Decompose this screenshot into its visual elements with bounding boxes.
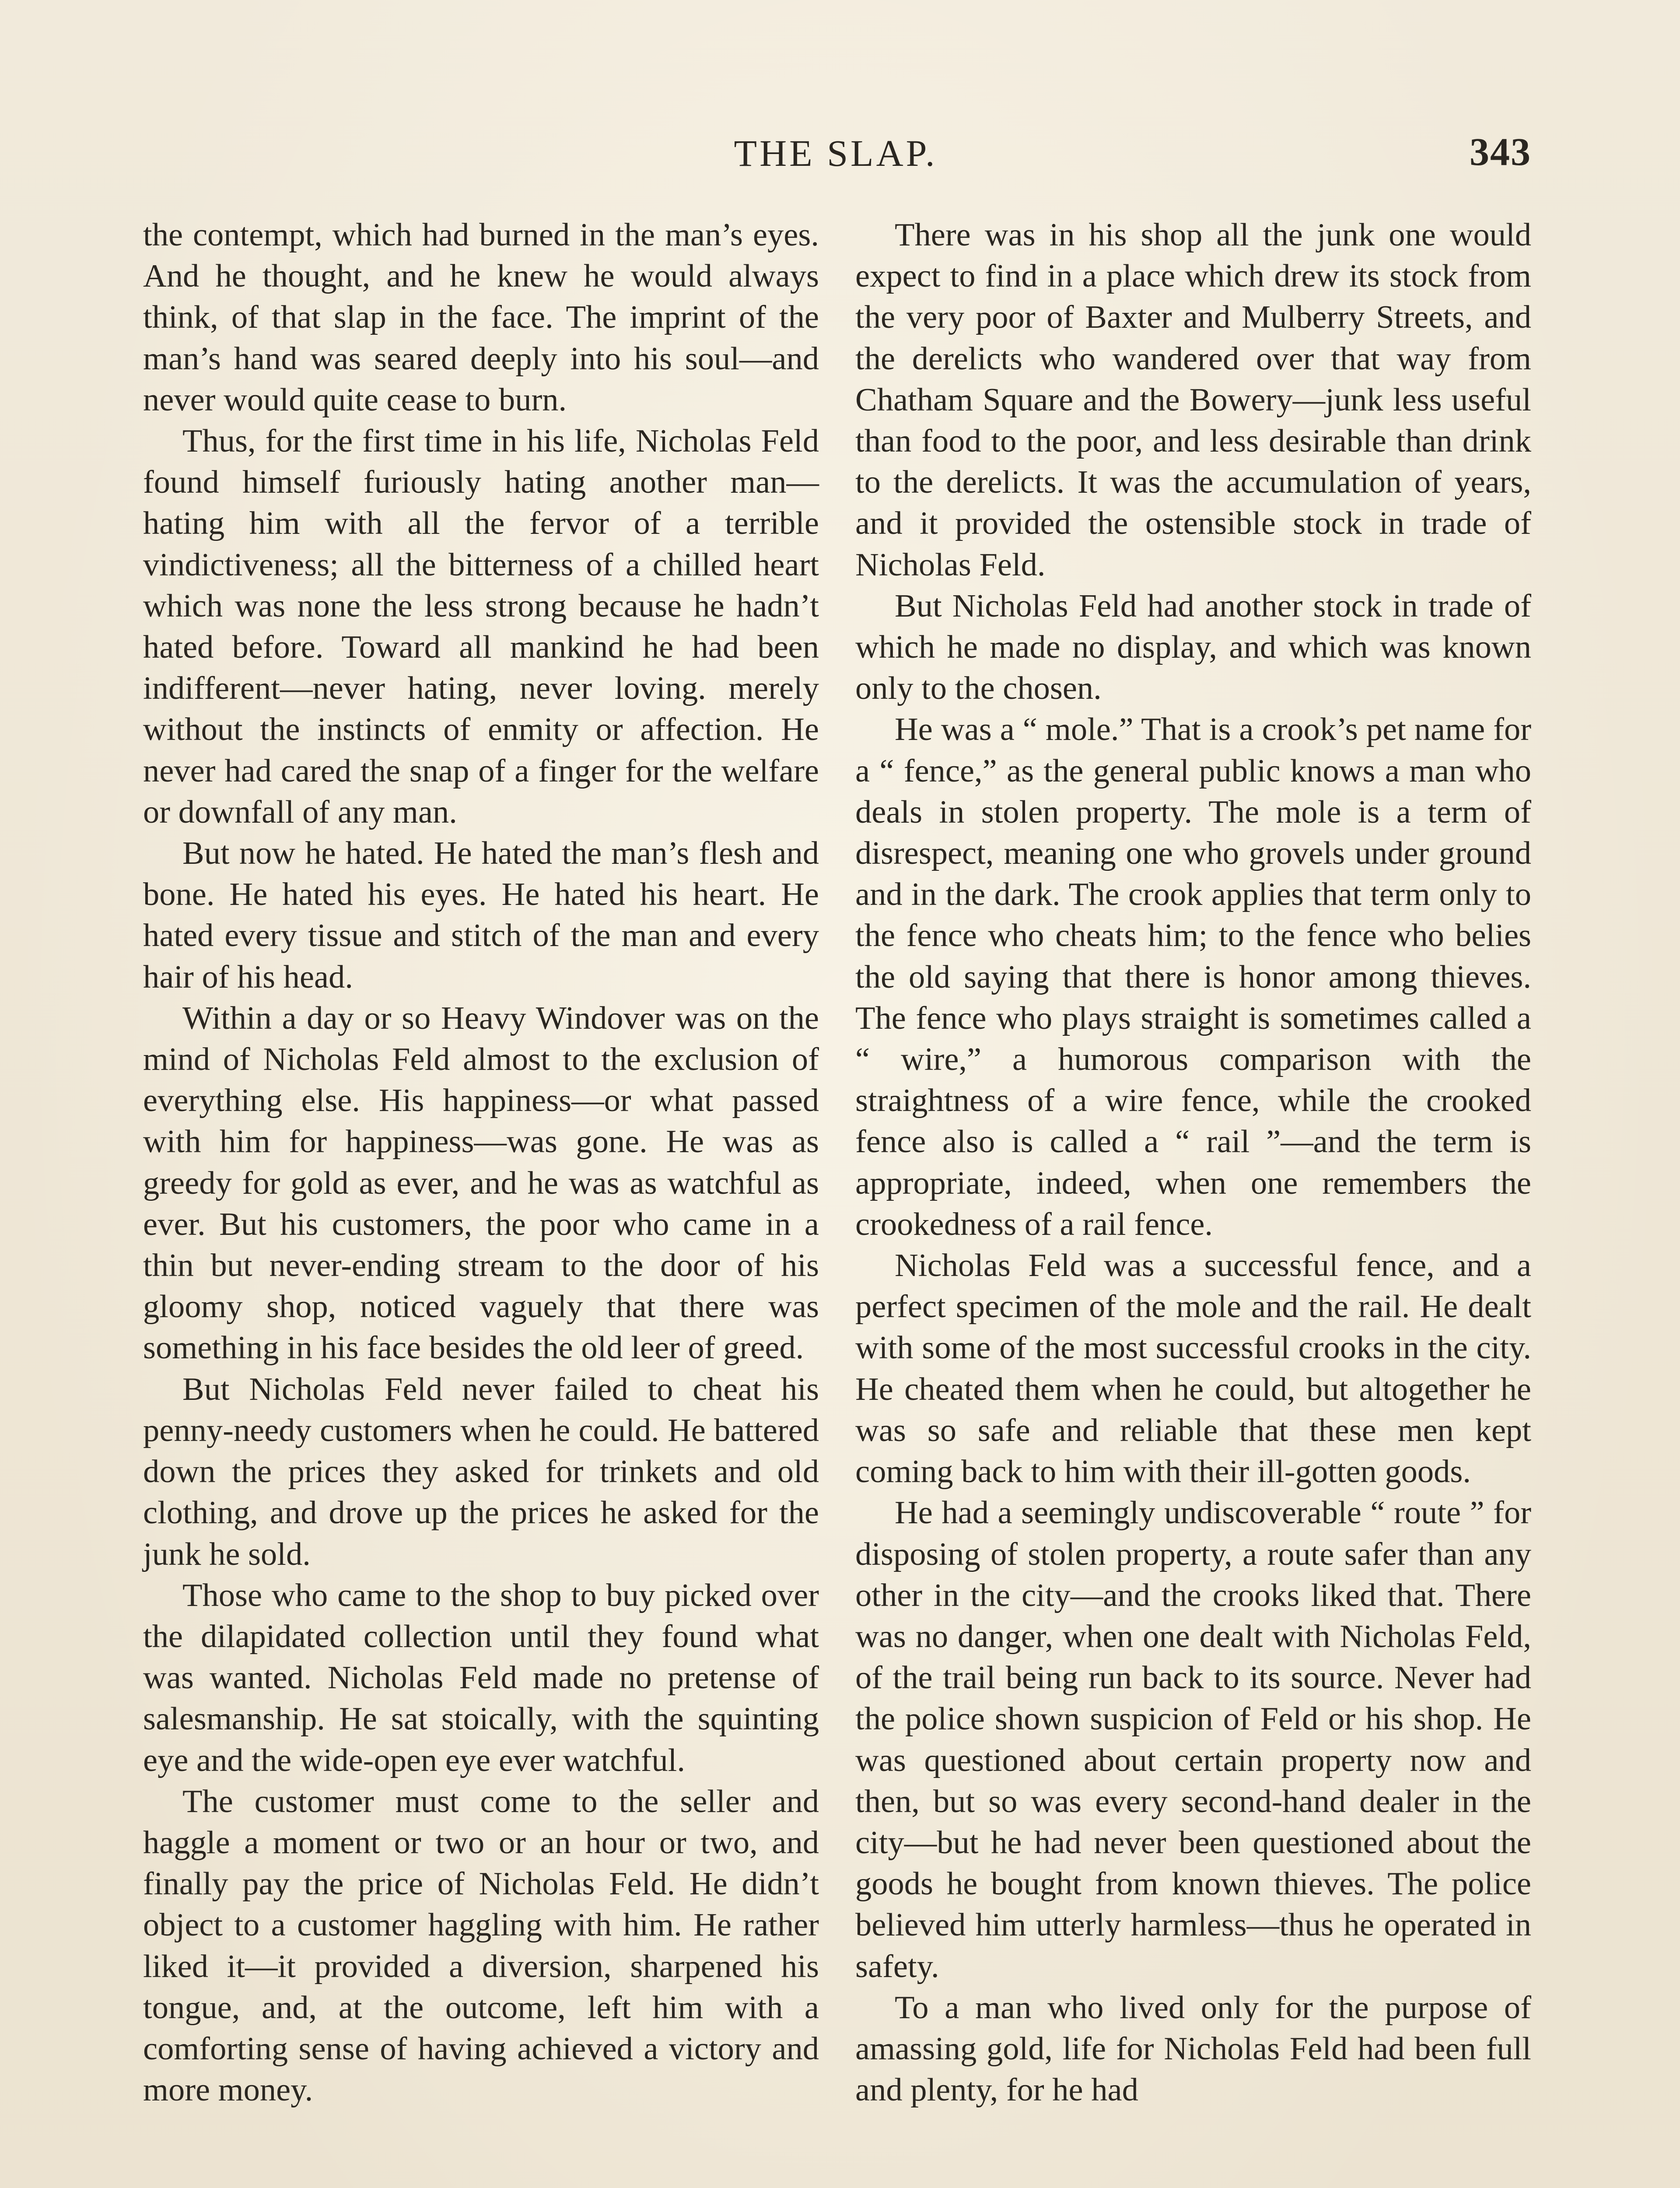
page-number: 343 (1470, 130, 1531, 174)
paragraph: He was a “ mole.” That is a crook’s pet name for a “ fence,” as the general public knows a man who deals in stolen property. The mole is a term of disrespect, meaning one who grovels under ground and in the dark. The crook applies that term only to the fence who cheats him; to the fence who belies the old saying that there is honor among thieves. The fence who plays straight is sometimes called a “ wire,” a humorous comparison with the straightness of a wire fence, while the crooked fence also is called a “ rail ”—and the term is appropriate, indeed, when one remembers the crookedness of a rail fence. (855, 712, 1531, 1242)
paragraph: But now he hated. He hated the man’s flesh and bone. He hated his eyes. He hated his heart. He hated every tissue and stitch of the man and every hair of his head. (143, 835, 819, 995)
paragraph: Nicholas Feld was a successful fence, and a perfect specimen of the mole and the rail. He dealt with some of the most successful crooks in the city. He cheated them when he could, but altogether he was so safe and reliable that these men kept coming back to him with their ill-gotten goods. (855, 1248, 1531, 1490)
left-column (143, 214, 819, 2111)
paragraph: To a man who lived only for the purpose of amassing gold, life for Nicholas Feld had been full and plenty, for he had (855, 1989, 1531, 2108)
running-title: THE SLAP. (734, 132, 938, 174)
paragraph: The customer must come to the seller and haggle a moment or two or an hour or two, and finally pay the price of Nicholas Feld. He didn’t object to a customer haggling with him. He rather liked it—it provided a diversion, sharpened his tongue, and, at the outcome, left him with a comforting sense of having achieved a victory and more money. (143, 1783, 819, 2108)
right-column (855, 214, 1531, 2111)
paragraph: Those who came to the shop to buy picked over the dilapidated collection until they found what was wanted. Nicholas Feld made no pretense of salesmanship. He sat stoically, with the squinting eye and the wide-open eye ever watchful. (143, 1577, 819, 1778)
paragraph: Thus, for the first time in his life, Nicholas Feld found himself furiously hating another man—hating him with all the fervor of a terrible vindictiveness; all the bitterness of a chilled heart which was none the less strong because he hadn’t hated before. Toward all mankind he had been indifferent—never hating, never loving. merely without the instincts of enmity or affection. He never had cared the snap of a finger for the welfare or downfall of any man. (143, 423, 819, 830)
paragraph: He had a seemingly undiscoverable “ route ” for disposing of stolen property, a route safer than any other in the city—and the crooks liked that. There was no danger, when one dealt with Nicholas Feld, of the trail being run back to its source. Never had the police shown suspicion of Feld or his shop. He was questioned about certain property now and then, but so was every second-hand dealer in the city—but he had never been questioned about the goods he bought from known thieves. The police believed him utterly harmless—thus he operated in safety. (855, 1495, 1531, 1985)
page-header (140, 131, 1531, 184)
paragraph: There was in his shop all the junk one would expect to find in a place which drew its stock from the very poor of Baxter and Mulberry Streets, and the derelicts who wandered over that way from Chatham Square and the Bowery—junk less useful than food to the poor, and less desirable than drink to the derelicts. It was the accumulation of years, and it provided the ostensible stock in trade of Nicholas Feld. (855, 217, 1531, 583)
paragraph: the contempt, which had burned in the man’s eyes. And he thought, and he knew he would always think, of that slap in the face. The imprint of the man’s hand was seared deeply into his soul—and never would quite cease to burn. (143, 217, 819, 418)
paragraph: Within a day or so Heavy Windover was on the mind of Nicholas Feld almost to the exclusion of everything else. His happiness—or what passed with him for happiness—was gone. He was as greedy for gold as ever, and he was as watchful as ever. But his customers, the poor who came in a thin but never-ending stream to the door of his gloomy shop, noticed vaguely that there was something in his face besides the old leer of greed. (143, 1000, 819, 1366)
paragraph: But Nicholas Feld never failed to cheat his penny-needy customers when he could. He battered down the prices they asked for trinkets and old clothing, and drove up the prices he asked for the junk he sold. (143, 1371, 819, 1572)
paragraph: But Nicholas Feld had another stock in trade of which he made no display, and which was known only to the chosen. (855, 588, 1531, 707)
